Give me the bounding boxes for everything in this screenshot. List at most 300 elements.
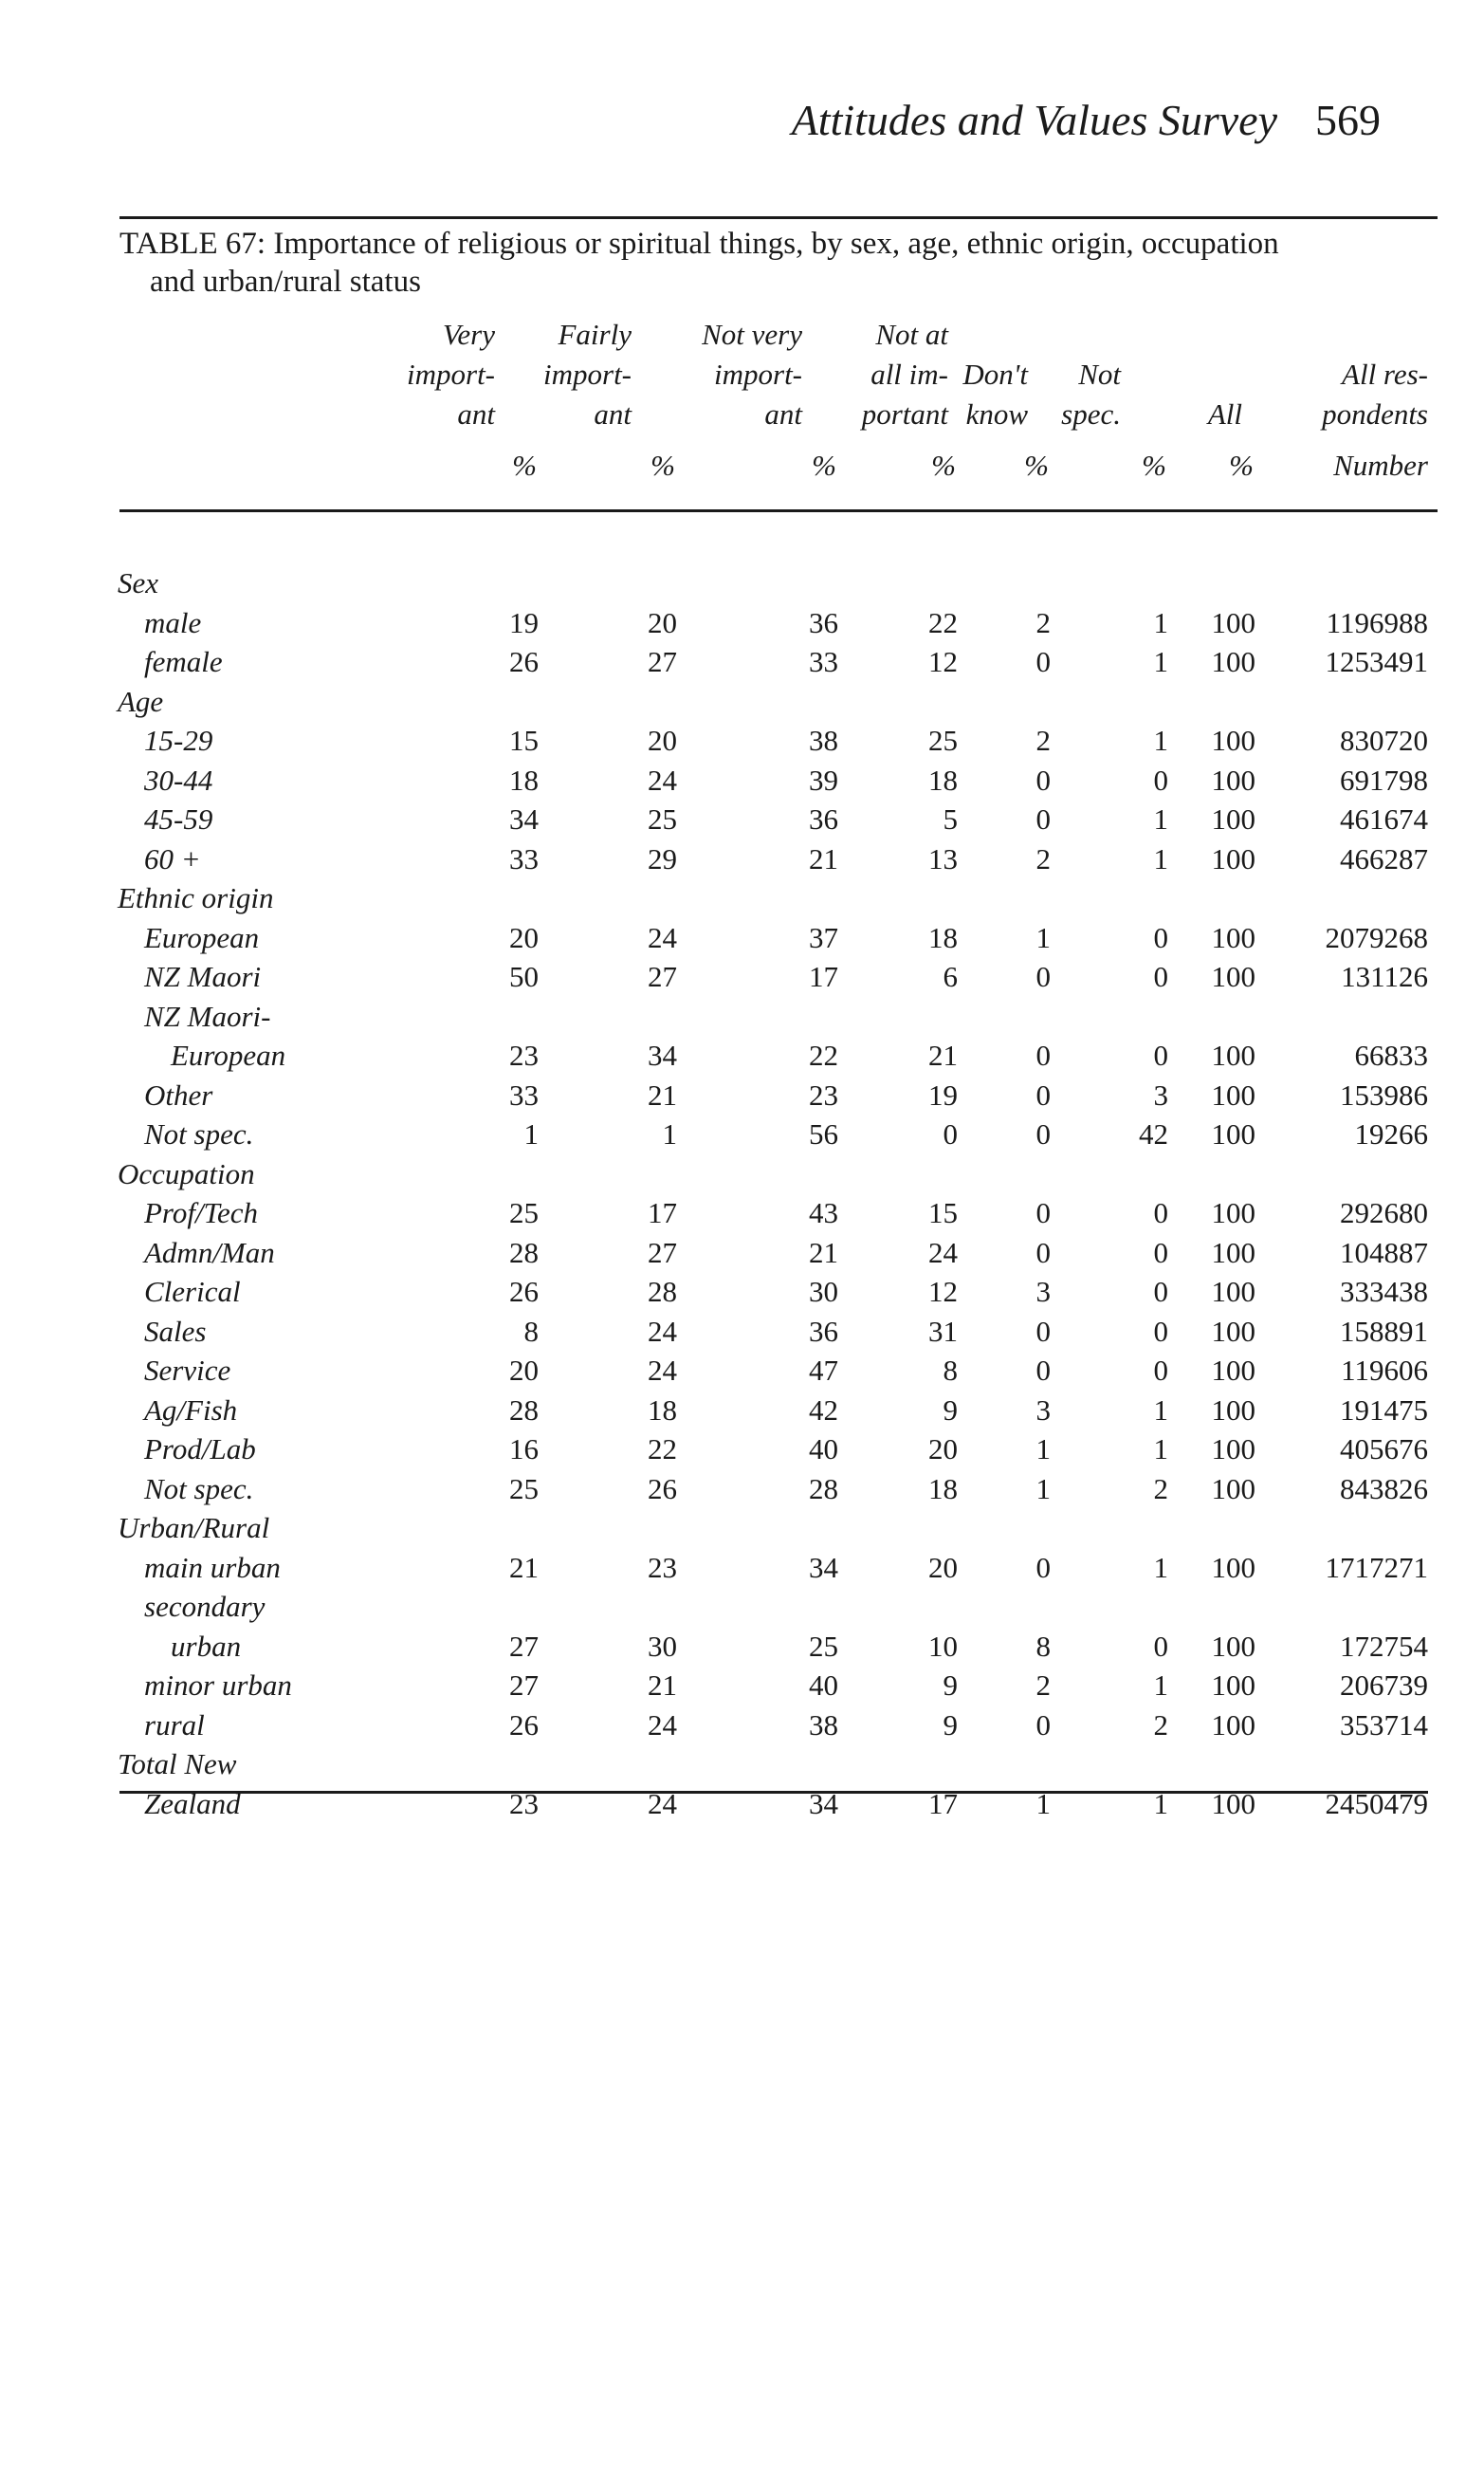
- table-cell: 1: [1153, 1786, 1168, 1820]
- table-cell: 8: [943, 1354, 958, 1387]
- header-rule: [119, 509, 1438, 512]
- table-cell: 21: [509, 1550, 539, 1584]
- column-header: [1322, 315, 1428, 434]
- column-header-line: all im-: [870, 358, 948, 391]
- table-row: [0, 842, 1484, 882]
- table-cell: 0: [1035, 763, 1051, 797]
- table-row: [0, 1315, 1484, 1355]
- table-cell: 1: [1153, 1392, 1168, 1427]
- table-row: [0, 1551, 1484, 1591]
- table-cell: 153986: [1340, 1078, 1428, 1112]
- table-cell: 56: [809, 1117, 838, 1151]
- column-header: [962, 315, 1028, 434]
- table-cell: 0: [1153, 1235, 1168, 1269]
- table-cell: 12: [928, 645, 958, 678]
- row-label: Sex: [118, 566, 159, 599]
- group-row: [0, 881, 1484, 921]
- table-cell: 36: [809, 605, 838, 639]
- row-label: secondary: [144, 1590, 266, 1623]
- table-cell: 42: [809, 1392, 838, 1427]
- table-cell: 100: [1211, 1314, 1255, 1348]
- row-label: Not spec.: [144, 1471, 254, 1505]
- row-label: Not spec.: [144, 1117, 254, 1151]
- table-cell: 104887: [1340, 1235, 1428, 1269]
- column-header-line: [1322, 315, 1428, 355]
- group-row: [0, 1747, 1484, 1787]
- table-cell: 1: [662, 1117, 677, 1151]
- table-cell: 18: [928, 1471, 958, 1505]
- table-cell: 0: [1035, 1117, 1051, 1151]
- table-cell: 10: [928, 1629, 958, 1663]
- column-header-line: portant: [861, 397, 948, 431]
- table-cell: 100: [1211, 802, 1255, 836]
- group-row: [0, 1511, 1484, 1551]
- table-cell: 37: [809, 920, 838, 954]
- row-label: Clerical: [144, 1275, 241, 1308]
- table-cell: 20: [928, 1432, 958, 1465]
- column-header: [1061, 315, 1121, 434]
- table-cell: 21: [648, 1668, 677, 1702]
- column-unit: %: [1229, 449, 1254, 482]
- row-label: 45-59: [144, 802, 213, 836]
- table-cell: 0: [1035, 1550, 1051, 1584]
- table-row: [0, 802, 1484, 842]
- row-label: male: [144, 605, 202, 639]
- table-cell: 25: [809, 1629, 838, 1663]
- table-row: [0, 645, 1484, 685]
- table-cell: 100: [1211, 1235, 1255, 1269]
- table-cell: 2: [1035, 1668, 1051, 1702]
- running-head-title: Attitudes and Values Survey: [791, 96, 1277, 144]
- table-cell: 34: [509, 802, 539, 836]
- table-cell: 19: [509, 605, 539, 639]
- table-cell: 33: [509, 1078, 539, 1112]
- table-cell: 0: [1035, 1235, 1051, 1269]
- table-cell: 353714: [1340, 1707, 1428, 1742]
- row-label: Occupation: [118, 1156, 255, 1190]
- table-row: [0, 1432, 1484, 1472]
- table-cell: 100: [1211, 1629, 1255, 1663]
- table-cell: 1: [1153, 645, 1168, 678]
- group-row: [0, 1157, 1484, 1197]
- column-header-line: ant: [764, 397, 802, 431]
- row-label: European: [171, 1039, 286, 1072]
- table-cell: 1: [1153, 605, 1168, 639]
- table-cell: 19266: [1354, 1117, 1428, 1151]
- table-cell: 36: [809, 1314, 838, 1348]
- table-cell: 22: [809, 1039, 838, 1072]
- table-cell: 21: [809, 841, 838, 876]
- table-row: [0, 1393, 1484, 1433]
- table-cell: 50: [509, 960, 539, 993]
- table-row: [0, 724, 1484, 764]
- column-unit: %: [512, 449, 537, 482]
- column-header-line: Not at: [875, 318, 948, 351]
- table-row: [0, 1590, 1484, 1630]
- table-cell: 1: [1035, 1471, 1051, 1505]
- table-cell: 21: [928, 1039, 958, 1072]
- table-row: [0, 1630, 1484, 1669]
- table-cell: 39: [809, 763, 838, 797]
- table-row: [0, 606, 1484, 646]
- table-cell: 0: [1035, 1039, 1051, 1072]
- table-cell: 3: [1035, 1392, 1051, 1427]
- table-cell: 23: [509, 1039, 539, 1072]
- table-caption: [119, 225, 1438, 301]
- table-cell: 18: [928, 763, 958, 797]
- bottom-rule: [119, 1791, 1428, 1794]
- table-cell: 40: [809, 1668, 838, 1702]
- table-cell: 0: [1035, 1354, 1051, 1387]
- row-label: Prof/Tech: [144, 1196, 258, 1229]
- table-cell: 3: [1153, 1078, 1168, 1112]
- table-cell: 100: [1211, 841, 1255, 876]
- row-label: rural: [144, 1707, 205, 1742]
- column-unit: Number: [1333, 449, 1428, 482]
- table-cell: 843826: [1340, 1471, 1428, 1505]
- caption-line-2: and urban/rural status: [150, 265, 421, 299]
- table-cell: 22: [928, 605, 958, 639]
- column-header-line: import-: [407, 358, 495, 391]
- table-cell: 24: [648, 1786, 677, 1820]
- table-cell: 100: [1211, 724, 1255, 757]
- column-unit: %: [1024, 449, 1049, 482]
- table-cell: 40: [809, 1432, 838, 1465]
- table-cell: 16: [509, 1432, 539, 1465]
- column-unit: %: [812, 449, 836, 482]
- table-cell: 100: [1211, 960, 1255, 993]
- table-row: [0, 1472, 1484, 1512]
- table-row: [0, 1117, 1484, 1157]
- table-cell: 119606: [1341, 1354, 1428, 1387]
- table-cell: 22: [648, 1432, 677, 1465]
- table-cell: 26: [509, 1275, 539, 1308]
- row-label: Ethnic origin: [118, 881, 274, 914]
- table-cell: 1: [1035, 1432, 1051, 1465]
- table-cell: 0: [1153, 1314, 1168, 1348]
- table-cell: 100: [1211, 1392, 1255, 1427]
- table-cell: 27: [648, 1235, 677, 1269]
- table-cell: 28: [509, 1392, 539, 1427]
- table-cell: 461674: [1340, 802, 1428, 836]
- table-cell: 0: [1035, 1314, 1051, 1348]
- table-cell: 0: [1153, 920, 1168, 954]
- table-cell: 27: [648, 960, 677, 993]
- table-cell: 3: [1035, 1275, 1051, 1308]
- column-header-line: All res-: [1342, 358, 1428, 391]
- table-cell: 1: [1153, 724, 1168, 757]
- table-cell: 28: [648, 1275, 677, 1308]
- table-cell: 24: [648, 920, 677, 954]
- table-cell: 24: [928, 1235, 958, 1269]
- table-cell: 100: [1211, 1707, 1255, 1742]
- table-cell: 466287: [1340, 841, 1428, 876]
- table-cell: 28: [509, 1235, 539, 1269]
- table-cell: 12: [928, 1275, 958, 1308]
- table-cell: 29: [648, 841, 677, 876]
- table-cell: 0: [1035, 1078, 1051, 1112]
- group-row: [0, 685, 1484, 725]
- table-cell: 34: [809, 1550, 838, 1584]
- table-cell: 6: [943, 960, 958, 993]
- table-cell: 27: [648, 645, 677, 678]
- table-cell: 20: [928, 1550, 958, 1584]
- page-number: 569: [1315, 96, 1381, 144]
- table-cell: 1717271: [1325, 1550, 1428, 1584]
- row-label: Service: [144, 1354, 231, 1387]
- row-label: Ag/Fish: [144, 1392, 238, 1427]
- table-cell: 100: [1211, 1550, 1255, 1584]
- table-cell: 20: [648, 605, 677, 639]
- table-cell: 43: [809, 1196, 838, 1229]
- table-cell: 21: [648, 1078, 677, 1112]
- table-cell: 2: [1035, 841, 1051, 876]
- table-row: [0, 960, 1484, 1000]
- table-cell: 8: [1035, 1629, 1051, 1663]
- column-unit: %: [931, 449, 956, 482]
- table-cell: 23: [509, 1786, 539, 1820]
- table-row: [0, 1354, 1484, 1393]
- table-cell: 27: [509, 1668, 539, 1702]
- row-label: Admn/Man: [144, 1235, 275, 1269]
- column-header-line: Fairly: [558, 318, 632, 351]
- row-label: 15-29: [144, 724, 213, 757]
- column-header-line: spec.: [1061, 397, 1121, 431]
- table-cell: 38: [809, 1707, 838, 1742]
- table-cell: 25: [648, 802, 677, 836]
- table-cell: 0: [1153, 1629, 1168, 1663]
- table-cell: 100: [1211, 1786, 1255, 1820]
- row-label: NZ Maori: [144, 960, 262, 993]
- table-cell: 20: [648, 724, 677, 757]
- table-cell: 1: [1035, 1786, 1051, 1820]
- table-row: [0, 1275, 1484, 1315]
- table-cell: 15: [928, 1196, 958, 1229]
- table-cell: 66833: [1354, 1039, 1428, 1072]
- table-row: [0, 1039, 1484, 1078]
- table-cell: 100: [1211, 1078, 1255, 1112]
- table-cell: 172754: [1340, 1629, 1428, 1663]
- column-unit: %: [1142, 449, 1166, 482]
- table-cell: 100: [1211, 605, 1255, 639]
- table-cell: 206739: [1340, 1668, 1428, 1702]
- table-cell: 24: [648, 1354, 677, 1387]
- table-cell: 34: [648, 1039, 677, 1072]
- table-cell: 30: [809, 1275, 838, 1308]
- table-cell: 405676: [1340, 1432, 1428, 1465]
- column-header-line: ant: [594, 397, 632, 431]
- row-label: female: [144, 645, 223, 678]
- table-cell: 24: [648, 1707, 677, 1742]
- table-cell: 830720: [1340, 724, 1428, 757]
- table-cell: 47: [809, 1354, 838, 1387]
- table-row: [0, 764, 1484, 803]
- table-cell: 0: [943, 1117, 958, 1151]
- table-row: [0, 1078, 1484, 1118]
- table-cell: 292680: [1340, 1196, 1428, 1229]
- table-cell: 23: [648, 1550, 677, 1584]
- table-cell: 33: [509, 841, 539, 876]
- table-cell: 26: [509, 1707, 539, 1742]
- column-header: [1208, 315, 1242, 434]
- table-cell: 17: [928, 1786, 958, 1820]
- table-cell: 0: [1035, 960, 1051, 993]
- table-cell: 100: [1211, 920, 1255, 954]
- column-header-line: import-: [714, 358, 802, 391]
- table-cell: 27: [509, 1629, 539, 1663]
- column-header-line: [1061, 315, 1121, 355]
- table-cell: 34: [809, 1786, 838, 1820]
- column-header-line: Don't: [962, 358, 1028, 391]
- table-cell: 25: [509, 1471, 539, 1505]
- top-rule: [119, 216, 1438, 219]
- table-cell: 2: [1035, 605, 1051, 639]
- table-cell: 1: [523, 1117, 539, 1151]
- table-cell: 26: [509, 645, 539, 678]
- table-row: [0, 1236, 1484, 1276]
- table-row: [0, 1708, 1484, 1748]
- table-cell: 8: [523, 1314, 539, 1348]
- table-cell: 0: [1153, 1275, 1168, 1308]
- table-cell: 0: [1153, 1354, 1168, 1387]
- column-header-line: Not: [1078, 358, 1121, 391]
- row-label: minor urban: [144, 1668, 292, 1702]
- column-header: [702, 315, 802, 434]
- column-header: [407, 315, 495, 434]
- table-cell: 100: [1211, 1196, 1255, 1229]
- table-cell: 333438: [1340, 1275, 1428, 1308]
- table-cell: 2: [1153, 1471, 1168, 1505]
- column-header-line: pondents: [1322, 397, 1428, 431]
- table-cell: 9: [943, 1707, 958, 1742]
- table-cell: 2: [1153, 1707, 1168, 1742]
- table-cell: 0: [1035, 1707, 1051, 1742]
- row-label: 30-44: [144, 763, 213, 797]
- row-label: Age: [118, 684, 164, 718]
- table-cell: 0: [1153, 1039, 1168, 1072]
- table-row: [0, 1196, 1484, 1236]
- column-header-line: All: [1207, 397, 1242, 431]
- table-cell: 0: [1153, 763, 1168, 797]
- table-cell: 5: [943, 802, 958, 836]
- table-cell: 17: [648, 1196, 677, 1229]
- table-cell: 191475: [1340, 1392, 1428, 1427]
- table-cell: 1: [1153, 802, 1168, 836]
- row-label: Zealand: [144, 1786, 241, 1820]
- table-cell: 24: [648, 1314, 677, 1348]
- caption-line-1: TABLE 67: Importance of religious or spiritual things, by sex, age, ethnic origin, occupation: [119, 227, 1279, 261]
- column-header-line: import-: [543, 358, 632, 391]
- table-cell: 31: [928, 1314, 958, 1348]
- table-row: [0, 921, 1484, 961]
- table-cell: 26: [648, 1471, 677, 1505]
- table-cell: 24: [648, 763, 677, 797]
- table-cell: 13: [928, 841, 958, 876]
- table-cell: 0: [1153, 960, 1168, 993]
- table-cell: 30: [648, 1629, 677, 1663]
- table-cell: 2450479: [1325, 1786, 1428, 1820]
- row-label: Sales: [144, 1314, 207, 1348]
- column-header: [862, 315, 948, 434]
- table-cell: 2: [1035, 724, 1051, 757]
- table-cell: 20: [509, 1354, 539, 1387]
- column-unit: %: [650, 449, 675, 482]
- table-cell: 38: [809, 724, 838, 757]
- row-label: Other: [144, 1078, 213, 1112]
- row-label: European: [144, 920, 260, 954]
- row-label: urban: [171, 1629, 242, 1663]
- row-label: Urban/Rural: [118, 1511, 270, 1544]
- table-cell: 15: [509, 724, 539, 757]
- table-cell: 100: [1211, 1039, 1255, 1072]
- table-cell: 0: [1035, 1196, 1051, 1229]
- table-cell: 25: [928, 724, 958, 757]
- table-cell: 25: [509, 1196, 539, 1229]
- table-cell: 42: [1139, 1117, 1168, 1151]
- column-header-line: know: [965, 397, 1028, 431]
- table-cell: 691798: [1340, 763, 1428, 797]
- column-header-line: Not very: [702, 318, 802, 351]
- table-cell: 100: [1211, 1471, 1255, 1505]
- table-cell: 1: [1153, 1668, 1168, 1702]
- table-cell: 18: [648, 1392, 677, 1427]
- table-cell: 1: [1153, 841, 1168, 876]
- row-label: NZ Maori-: [144, 999, 271, 1033]
- row-label: main urban: [144, 1550, 281, 1584]
- column-header-line: ant: [457, 397, 495, 431]
- row-label: Prod/Lab: [144, 1432, 256, 1465]
- table-cell: 0: [1035, 645, 1051, 678]
- table-cell: 9: [943, 1392, 958, 1427]
- running-head: [0, 95, 1381, 145]
- row-label: Total New: [118, 1747, 237, 1780]
- row-label: 60 +: [144, 841, 201, 876]
- table-cell: 158891: [1340, 1314, 1428, 1348]
- table-row: [0, 1668, 1484, 1708]
- table-cell: 1: [1153, 1432, 1168, 1465]
- table-cell: 19: [928, 1078, 958, 1112]
- table-row: [0, 1000, 1484, 1040]
- table-cell: 17: [809, 960, 838, 993]
- table-cell: 100: [1211, 1354, 1255, 1387]
- table-cell: 0: [1035, 802, 1051, 836]
- table-cell: 33: [809, 645, 838, 678]
- table-cell: 9: [943, 1668, 958, 1702]
- table-cell: 1196988: [1326, 605, 1428, 639]
- table-cell: 0: [1153, 1196, 1168, 1229]
- column-header-line: Very: [442, 318, 495, 351]
- column-header-line: [962, 315, 1028, 355]
- column-header-line: [1208, 355, 1242, 395]
- table-cell: 100: [1211, 1668, 1255, 1702]
- column-header-line: [1208, 315, 1242, 355]
- table-cell: 100: [1211, 763, 1255, 797]
- table-cell: 1: [1153, 1550, 1168, 1584]
- table-cell: 1253491: [1325, 645, 1428, 678]
- table-cell: 20: [509, 920, 539, 954]
- table-cell: 2079268: [1325, 920, 1428, 954]
- table-cell: 18: [928, 920, 958, 954]
- table-cell: 36: [809, 802, 838, 836]
- table-cell: 100: [1211, 1117, 1255, 1151]
- table-cell: 131126: [1341, 960, 1428, 993]
- table-cell: 100: [1211, 1432, 1255, 1465]
- table-cell: 100: [1211, 1275, 1255, 1308]
- group-row: [0, 566, 1484, 606]
- table-cell: 18: [509, 763, 539, 797]
- table-cell: 1: [1035, 920, 1051, 954]
- table-cell: 23: [809, 1078, 838, 1112]
